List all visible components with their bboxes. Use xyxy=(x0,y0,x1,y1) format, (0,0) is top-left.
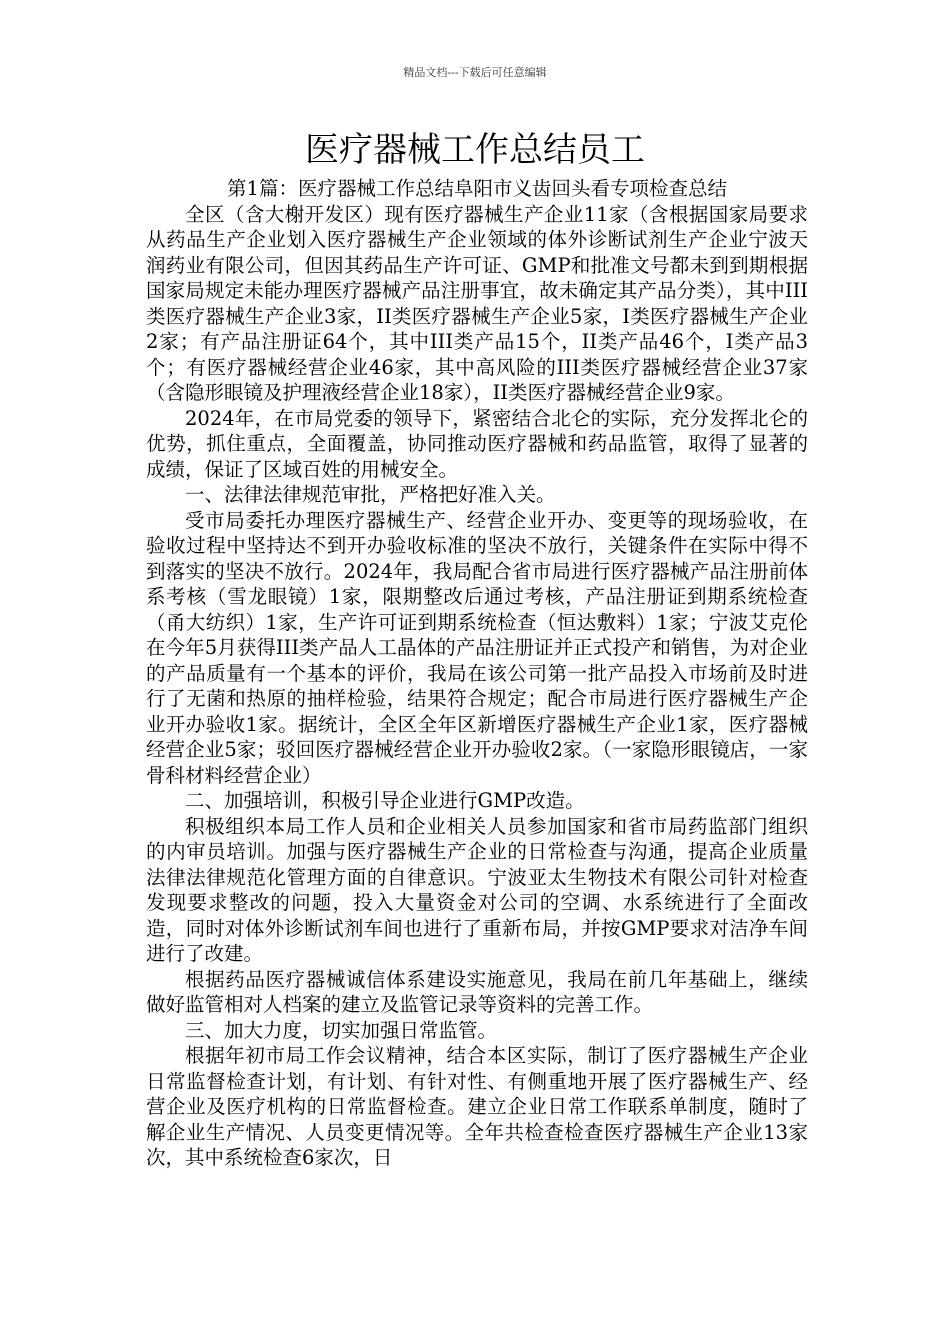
paragraph-supervision: 根据年初市局工作会议精神，结合本区实际，制订了医疗器械生产企业日常监督检查计划，有计划、有针对性、有侧重地开展了医疗器械生产、经营企业及医疗机构的日常监督检查。建立企业日常工作联系单制度，随时了解企业生产情况、人员变更情况等。全年共检查检查医疗器械生产企业13家次，其中系统检查6家次，日 xyxy=(146,1044,808,1169)
paragraph-approval: 受市局委托办理医疗器械生产、经营企业开办、变更等的现场验收，在验收过程中坚持达不到开办验收标准的坚决不放行，关键条件在实际中得不到落实的坚决不放行。2024年，我局配合省市局进行医疗器械产品注册前体系考核（雪龙眼镜）1家，限期整改后通过考核，产品注册证到期系统检查（甬大纺织）1家，生产许可证到期系统检查（恒达敷料）1家；宁波艾克伦在今年5月获得III类产品人工晶体的产品注册证并正式投产和销售，为对企业的产品质量有一个基本的评价，我局在该公司第一批产品投入市场前及时进行了无菌和热原的抽样检验，结果符合规定；配合市局进行医疗器械生产企业开办验收1家。据统计，全区全年区新增医疗器械生产企业1家，医疗器械经营企业5家；驳回医疗器械经营企业开办验收2家。（一家隐形眼镜店，一家骨科材料经营企业） xyxy=(146,508,808,787)
document-body xyxy=(146,176,808,1171)
section-heading-1: 一、法律法律规范审批，严格把好准入关。 xyxy=(185,483,556,506)
paragraph-training: 积极组织本局工作人员和企业相关人员参加国家和省市局药监部门组织的内审员培训。加强与医疗器械生产企业的日常检查与沟通，提高企业质量法律法律规范化管理方面的自律意识。宁波亚太生物技术有限公司针对检查发现要求整改的问题，投入大量资金对公司的空调、水系统进行了全面改造，同时对体外诊断试剂车间也进行了重新布局，并按GMP要求对洁净车间进行了改建。 xyxy=(146,814,808,965)
section-heading-3: 三、加大力度，切实加强日常监管。 xyxy=(185,1018,498,1042)
paragraph-overview: 全区（含大榭开发区）现有医疗器械生产企业11家（含根据国家局要求从药品生产企业划入医疗器械生产企业领域的体外诊断试剂生产企业宁波天润药业有限公司，但因其药品生产许可证、GMP和批准文号都未到到期根据国家局规定未能办理医疗器械产品注册事宜，故未确定其产品分类），其中III类医疗器械生产企业3家，II类医疗器械生产企业5家，I类医疗器械生产企业2家；有产品注册证64个，其中III类产品15个，II类产品46个，I类产品3个；有医疗器械经营企业46家，其中高风险的III类医疗器械经营企业37家（含隐形眼镜及护理液经营企业18家），II类医疗器械经营企业9家。 xyxy=(146,202,808,404)
document-subtitle: 第1篇：医疗器械工作总结阜阳市义齿回头看专项检查总结 xyxy=(227,177,727,200)
header-note: 精品文档---下载后可任意编辑 xyxy=(403,66,547,79)
section-heading-2: 二、加强培训，积极引导企业进行GMP改造。 xyxy=(185,789,585,812)
paragraph-2024-summary: 2024年，在市局党委的领导下，紧密结合北仑的实际，充分发挥北仑的优势，抓住重点，全面覆盖，协同推动医疗器械和药品监管，取得了显著的成绩，保证了区域百姓的用械安全。 xyxy=(146,406,808,481)
paragraph-integrity: 根据药品医疗器械诚信体系建设实施意见，我局在前几年基础上，继续做好监管相对人档案的建立及监管记录等资料的完善工作。 xyxy=(146,967,808,1016)
document-title: 医疗器械工作总结员工 xyxy=(305,130,645,170)
